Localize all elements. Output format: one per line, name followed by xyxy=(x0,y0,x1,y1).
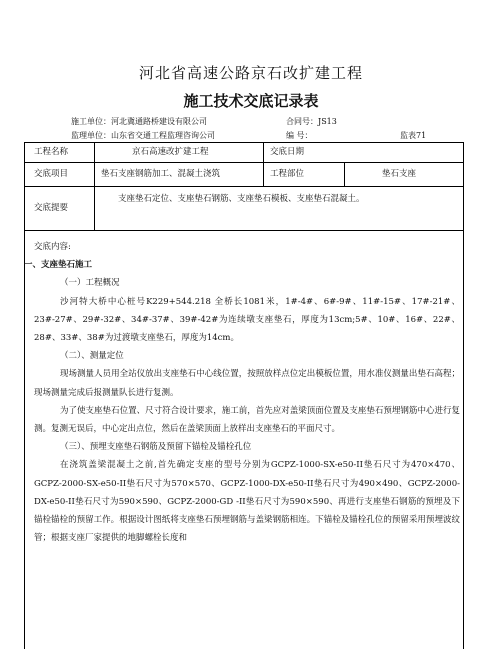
handover-item-value: 垫石支座钢筋加工、混凝土浇筑 xyxy=(101,169,221,179)
project-name-label: 工程名称 xyxy=(34,147,69,157)
handover-item-label: 交底项目 xyxy=(34,169,69,179)
table-rule xyxy=(344,162,345,186)
subsection-title: （二）、测量定位 xyxy=(60,351,124,362)
handover-date-label: 交底日期 xyxy=(270,147,305,157)
work-part-label: 工程部位 xyxy=(270,169,305,179)
project-title: 河北省高速公路京石改扩建工程 xyxy=(138,64,363,82)
table-rule xyxy=(263,142,264,186)
summary-label: 交底提要 xyxy=(34,203,69,213)
document-title: 施工技术交底记录表 xyxy=(183,92,319,110)
summary-value: 支座垫石定位、支座垫石钢筋、支座垫石模板、支座垫石混凝土。 xyxy=(118,194,365,204)
embedded-rebar-text: 在浇筑盖梁混凝土之前,首先确定支座的型号分别为GCPZ-1000-SX-e50-II垫石尺寸为470×470、GCPZ-2000-SX-e50-II垫石尺寸为570×570、GCPZ-1000-DX-e50-II垫石尺寸为490×490、GCPZ-2000-DX-e50-II垫石尺寸为590×590、GCPZ-2000-GD -II垫石尺寸为590×590、再进行支座垫石钢筋的预埋及下锚栓锚栓的预留工作。根据设计图纸将支座垫石预埋钢筋与盖梁钢筋相连。下锚栓及锚栓孔位的预留采用预埋波纹管；根据支座厂家提供的地脚螺栓长度和 xyxy=(34,460,460,544)
project-overview-text: 沙河特大桥中心桩号K229+544.218 全桥长1081米，1#-4#、6#-9#、11#-15#、17#-21#、23#-27#、29#-32#、34#-37#、39#-42#为连续墩支座垫石，厚度为13cm;5#、10#、16#、22#、28#、33#、38#为过渡墩支座垫石，厚度为14cm。 xyxy=(34,296,460,344)
supervision-unit: 监理单位：山东省交通工程监理咨询公司 xyxy=(71,131,215,140)
table-rule xyxy=(24,230,464,231)
survey-text-1: 现场测量人员用全站仪放出支座垫石中心线位置，按照放样点位定出模板位置，用水准仪测量出垫石高程；现场测量完成后报测量队长进行复测。 xyxy=(34,369,460,398)
subsection-title: （三）、预埋支座垫石钢筋及预留下锚栓及锚栓孔位 xyxy=(60,442,252,453)
form-number: 监表71 xyxy=(400,131,427,140)
construction-unit: 施工单位：河北冀通路桥建设有限公司 xyxy=(71,117,207,126)
section-title: 一、支座垫石施工 xyxy=(24,260,93,271)
content-label: 交底内容: xyxy=(34,242,71,252)
serial-number-label: 编 号： xyxy=(286,131,313,140)
table-rule xyxy=(24,186,464,187)
project-name-value: 京石高速改扩建工程 xyxy=(132,147,209,157)
table-rule xyxy=(24,162,464,163)
survey-text-2: 为了使支座垫石位置、尺寸符合设计要求，施工前，首先应对盖梁顶面位置及支座垫石预埋钢筋中心进行复测。复测无误后，中心定出点位，然后在盖梁顶面上放样出支座垫石的平面尺寸。 xyxy=(34,405,460,435)
subsection-title: （一）工程概况 xyxy=(60,278,120,289)
table-rule xyxy=(94,142,95,230)
handover-content xyxy=(24,238,460,547)
contract-number: 合同号：JS13 xyxy=(286,117,337,126)
work-part-value: 垫石支座 xyxy=(382,169,417,179)
